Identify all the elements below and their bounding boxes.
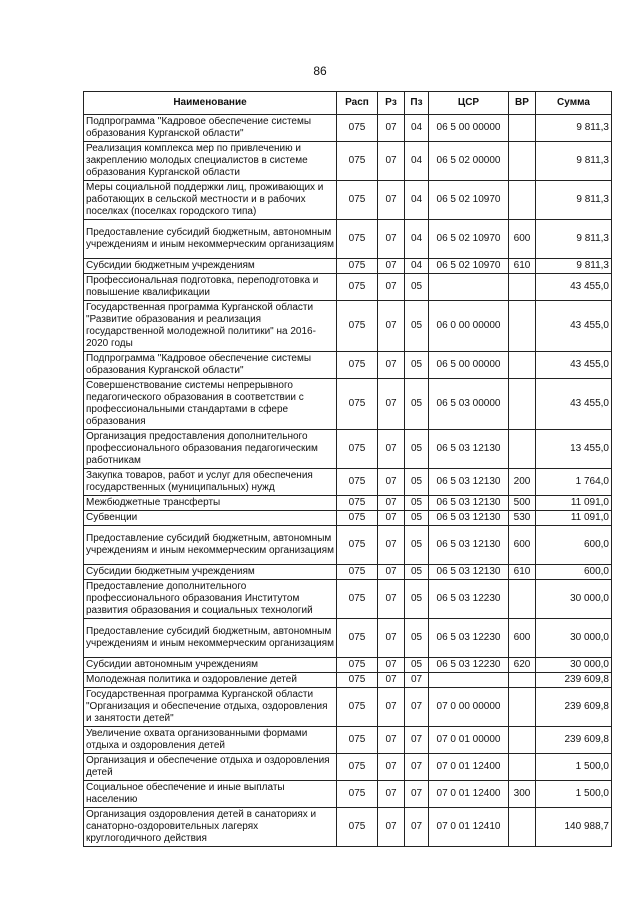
row-rz: 07 [378, 496, 405, 511]
row-vr: 600 [509, 220, 536, 259]
row-pz: 07 [405, 688, 429, 727]
row-rasp: 075 [337, 259, 378, 274]
row-name: Предоставление дополнительного профессионального образования Институтом развития образования и социальных технологий [84, 580, 337, 619]
row-vr [509, 808, 536, 847]
row-name: Предоставление субсидий бюджетным, автономным учреждениям и иным некоммерческим организациям [84, 220, 337, 259]
row-pz: 07 [405, 781, 429, 808]
budget-table [83, 91, 612, 847]
row-vr [509, 301, 536, 352]
row-rasp: 075 [337, 301, 378, 352]
row-name: Молодежная политика и оздоровление детей [84, 673, 337, 688]
row-rz: 07 [378, 220, 405, 259]
row-csr: 07 0 01 12410 [429, 808, 509, 847]
row-pz: 05 [405, 430, 429, 469]
header-rasp: Расп [337, 92, 378, 115]
row-sum: 9 811,3 [536, 142, 612, 181]
row-csr: 06 0 00 00000 [429, 301, 509, 352]
table-row [84, 781, 612, 808]
row-vr [509, 352, 536, 379]
row-csr: 06 5 03 12230 [429, 658, 509, 673]
table-row [84, 619, 612, 658]
row-csr: 06 5 02 10970 [429, 220, 509, 259]
row-sum: 43 455,0 [536, 379, 612, 430]
row-rz: 07 [378, 619, 405, 658]
row-vr: 620 [509, 658, 536, 673]
row-vr [509, 430, 536, 469]
table-row [84, 658, 612, 673]
table-row [84, 754, 612, 781]
header-rz: Рз [378, 92, 405, 115]
header-sum: Сумма [536, 92, 612, 115]
table-row [84, 430, 612, 469]
row-pz: 07 [405, 754, 429, 781]
row-csr [429, 274, 509, 301]
row-sum: 30 000,0 [536, 580, 612, 619]
row-name: Организация оздоровления детей в санаториях и санаторно-оздоровительных лагерях круглогодичного действия [84, 808, 337, 847]
row-rasp: 075 [337, 496, 378, 511]
row-vr [509, 274, 536, 301]
row-vr [509, 673, 536, 688]
row-name: Предоставление субсидий бюджетным, автономным учреждениям и иным некоммерческим организациям [84, 526, 337, 565]
table-row [84, 469, 612, 496]
row-pz: 05 [405, 496, 429, 511]
row-rz: 07 [378, 688, 405, 727]
row-rasp: 075 [337, 754, 378, 781]
row-rz: 07 [378, 673, 405, 688]
row-rasp: 075 [337, 469, 378, 496]
table-row [84, 688, 612, 727]
row-csr: 06 5 03 12130 [429, 511, 509, 526]
row-csr: 06 5 03 12230 [429, 619, 509, 658]
table-row [84, 511, 612, 526]
row-csr: 06 5 03 12130 [429, 526, 509, 565]
row-sum: 239 609,8 [536, 673, 612, 688]
row-pz: 05 [405, 274, 429, 301]
row-rasp: 075 [337, 781, 378, 808]
row-sum: 239 609,8 [536, 727, 612, 754]
table-row [84, 727, 612, 754]
row-rasp: 075 [337, 142, 378, 181]
row-sum: 1 500,0 [536, 754, 612, 781]
row-name: Организация и обеспечение отдыха и оздоровления детей [84, 754, 337, 781]
row-pz: 07 [405, 727, 429, 754]
row-name: Межбюджетные трансферты [84, 496, 337, 511]
row-rz: 07 [378, 526, 405, 565]
row-name: Реализация комплекса мер по привлечению и закреплению молодых специалистов в системе образования Курганской области [84, 142, 337, 181]
row-rz: 07 [378, 352, 405, 379]
row-vr [509, 754, 536, 781]
row-sum: 9 811,3 [536, 115, 612, 142]
row-sum: 11 091,0 [536, 496, 612, 511]
row-sum: 1 500,0 [536, 781, 612, 808]
table-row [84, 142, 612, 181]
row-name: Подпрограмма "Кадровое обеспечение системы образования Курганской области" [84, 352, 337, 379]
row-sum: 30 000,0 [536, 658, 612, 673]
row-csr: 06 5 03 12130 [429, 565, 509, 580]
row-pz: 05 [405, 580, 429, 619]
row-name: Увеличение охвата организованными формами отдыха и оздоровления детей [84, 727, 337, 754]
row-name: Субвенции [84, 511, 337, 526]
table-row [84, 220, 612, 259]
row-rz: 07 [378, 115, 405, 142]
header-pz: Пз [405, 92, 429, 115]
row-csr: 06 5 02 10970 [429, 259, 509, 274]
row-rz: 07 [378, 565, 405, 580]
header-name: Наименование [84, 92, 337, 115]
row-name: Субсидии автономным учреждениям [84, 658, 337, 673]
row-sum: 43 455,0 [536, 274, 612, 301]
row-vr [509, 115, 536, 142]
row-name: Социальное обеспечение и иные выплаты населению [84, 781, 337, 808]
table-row [84, 379, 612, 430]
row-vr: 610 [509, 565, 536, 580]
row-csr: 06 5 02 10970 [429, 181, 509, 220]
row-rasp: 075 [337, 511, 378, 526]
row-rasp: 075 [337, 115, 378, 142]
row-sum: 11 091,0 [536, 511, 612, 526]
row-rasp: 075 [337, 274, 378, 301]
row-rasp: 075 [337, 580, 378, 619]
row-sum: 600,0 [536, 565, 612, 580]
table-row [84, 301, 612, 352]
row-rz: 07 [378, 511, 405, 526]
row-csr: 06 5 02 00000 [429, 142, 509, 181]
row-pz: 04 [405, 115, 429, 142]
row-vr: 600 [509, 619, 536, 658]
row-csr: 06 5 00 00000 [429, 115, 509, 142]
row-vr [509, 688, 536, 727]
row-name: Государственная программа Курганской области "Организация и обеспечение отдыха, оздоровления и занятости детей" [84, 688, 337, 727]
row-csr: 07 0 01 12400 [429, 754, 509, 781]
row-csr: 06 5 03 12130 [429, 469, 509, 496]
row-pz: 05 [405, 469, 429, 496]
page-number: 86 [313, 64, 327, 78]
row-pz: 07 [405, 673, 429, 688]
row-rz: 07 [378, 469, 405, 496]
header-vr: ВР [509, 92, 536, 115]
row-pz: 04 [405, 220, 429, 259]
table-row [84, 259, 612, 274]
row-vr: 610 [509, 259, 536, 274]
row-pz: 05 [405, 658, 429, 673]
row-rasp: 075 [337, 526, 378, 565]
row-pz: 05 [405, 526, 429, 565]
row-rz: 07 [378, 301, 405, 352]
row-rasp: 075 [337, 181, 378, 220]
header-csr: ЦСР [429, 92, 509, 115]
row-pz: 05 [405, 301, 429, 352]
table-row [84, 526, 612, 565]
row-sum: 9 811,3 [536, 259, 612, 274]
row-vr [509, 142, 536, 181]
row-pz: 05 [405, 565, 429, 580]
row-vr: 530 [509, 511, 536, 526]
table-row [84, 673, 612, 688]
table-row [84, 565, 612, 580]
table-row [84, 181, 612, 220]
table-row [84, 808, 612, 847]
row-vr [509, 727, 536, 754]
row-csr: 07 0 01 12400 [429, 781, 509, 808]
table-row [84, 496, 612, 511]
row-pz: 05 [405, 352, 429, 379]
row-vr: 200 [509, 469, 536, 496]
row-sum: 1 764,0 [536, 469, 612, 496]
row-rz: 07 [378, 379, 405, 430]
row-rasp: 075 [337, 565, 378, 580]
row-rasp: 075 [337, 220, 378, 259]
row-name: Меры социальной поддержки лиц, проживающих и работающих в сельской местности и в рабочих поселках (поселках городского типа) [84, 181, 337, 220]
row-name: Подпрограмма "Кадровое обеспечение системы образования Курганской области" [84, 115, 337, 142]
row-vr [509, 379, 536, 430]
row-csr: 06 5 03 12130 [429, 496, 509, 511]
row-name: Субсидии бюджетным учреждениям [84, 259, 337, 274]
row-pz: 05 [405, 511, 429, 526]
row-name: Закупка товаров, работ и услуг для обеспечения государственных (муниципальных) нужд [84, 469, 337, 496]
row-csr: 07 0 00 00000 [429, 688, 509, 727]
row-vr [509, 181, 536, 220]
row-rasp: 075 [337, 808, 378, 847]
row-pz: 04 [405, 181, 429, 220]
row-rz: 07 [378, 142, 405, 181]
row-vr: 600 [509, 526, 536, 565]
row-csr: 06 5 00 00000 [429, 352, 509, 379]
row-rz: 07 [378, 727, 405, 754]
row-rasp: 075 [337, 379, 378, 430]
row-vr [509, 580, 536, 619]
row-rasp: 075 [337, 688, 378, 727]
header-row [84, 92, 612, 115]
row-rz: 07 [378, 430, 405, 469]
row-name: Предоставление субсидий бюджетным, автономным учреждениям и иным некоммерческим организациям [84, 619, 337, 658]
table-row [84, 115, 612, 142]
row-sum: 140 988,7 [536, 808, 612, 847]
row-sum: 600,0 [536, 526, 612, 565]
table-row [84, 352, 612, 379]
row-pz: 04 [405, 142, 429, 181]
row-pz: 07 [405, 808, 429, 847]
row-pz: 05 [405, 379, 429, 430]
row-rz: 07 [378, 781, 405, 808]
row-rz: 07 [378, 181, 405, 220]
row-csr: 06 5 03 00000 [429, 379, 509, 430]
row-rz: 07 [378, 754, 405, 781]
row-rasp: 075 [337, 658, 378, 673]
row-vr: 300 [509, 781, 536, 808]
row-csr [429, 673, 509, 688]
row-rz: 07 [378, 580, 405, 619]
row-sum: 43 455,0 [536, 301, 612, 352]
row-csr: 06 5 03 12130 [429, 430, 509, 469]
row-rasp: 075 [337, 727, 378, 754]
row-rz: 07 [378, 808, 405, 847]
row-name: Совершенствование системы непрерывного педагогического образования в соответствии с профессиональными стандартами в сфере образования [84, 379, 337, 430]
row-rz: 07 [378, 658, 405, 673]
row-rasp: 075 [337, 619, 378, 658]
row-name: Государственная программа Курганской области "Развитие образования и реализация государственной молодежной политики" на 2016-2020 годы [84, 301, 337, 352]
row-csr: 07 0 01 00000 [429, 727, 509, 754]
row-rz: 07 [378, 274, 405, 301]
row-name: Профессиональная подготовка, переподготовка и повышение квалификации [84, 274, 337, 301]
row-rz: 07 [378, 259, 405, 274]
row-rasp: 075 [337, 673, 378, 688]
table-row [84, 274, 612, 301]
row-name: Организация предоставления дополнительного профессионального образования педагогическим работникам [84, 430, 337, 469]
row-sum: 239 609,8 [536, 688, 612, 727]
table-row [84, 580, 612, 619]
row-sum: 9 811,3 [536, 220, 612, 259]
row-sum: 43 455,0 [536, 352, 612, 379]
row-pz: 05 [405, 619, 429, 658]
row-rasp: 075 [337, 352, 378, 379]
row-sum: 13 455,0 [536, 430, 612, 469]
row-csr: 06 5 03 12230 [429, 580, 509, 619]
row-sum: 9 811,3 [536, 181, 612, 220]
row-sum: 30 000,0 [536, 619, 612, 658]
row-pz: 04 [405, 259, 429, 274]
row-rasp: 075 [337, 430, 378, 469]
row-name: Субсидии бюджетным учреждениям [84, 565, 337, 580]
row-vr: 500 [509, 496, 536, 511]
